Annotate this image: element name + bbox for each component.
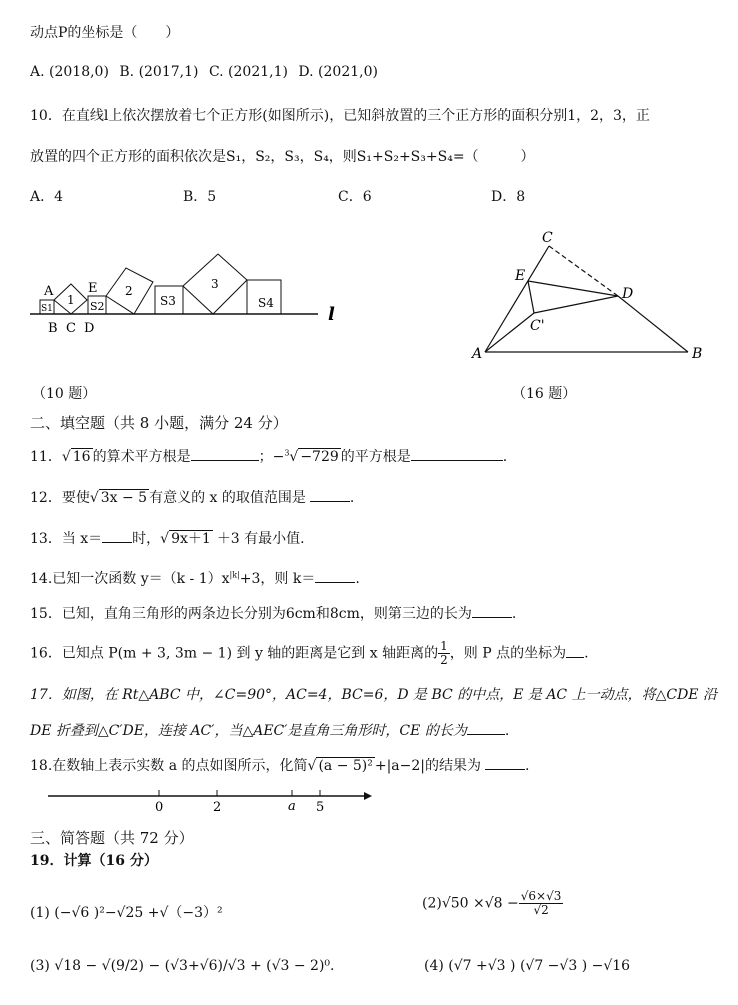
q9-tail: 动点P的坐标是（ ） [30,25,180,41]
q19-part1: (1) (−√6 )²−√25 +√（−3）² [30,905,223,921]
tick-a: a [288,799,296,814]
q9-option-d[interactable]: D. (2021,0) [298,64,378,80]
fig10-label-s3: S3 [160,294,176,308]
q19-part4: (4) (√7 +√3 ) (√7 −√3 ) −√16 [424,958,631,974]
fig10-label-e: E [88,281,98,296]
q10-option-b[interactable]: B．5 [183,189,217,205]
tick-0: 0 [155,800,164,815]
tick-5: 5 [316,800,325,815]
q11: 11．√ 16 的算术平方根是 ；−$^3$√ −729 的平方根是 . [30,446,507,466]
q10-option-c[interactable]: C．6 [338,189,372,205]
fig10-label-2: 2 [125,284,133,298]
fig10-label-b: B [48,321,58,336]
q10-line2: 放置的四个正方形的面积依次是S₁，S₂，S₃，S₄，则S₁+S₂+S₃+S₄=（ ） [30,149,535,165]
fig16-label-c: C [542,230,553,246]
q14: 14.已知一次函数 $y=(k - 1)x^{|k|}+3$，则 k＝ . [30,568,360,588]
q16: 16．已知点 P(m + 3, 3m − 1) 到 y 轴的距离是它到 x 轴距离的 $\frac{1}{2}$ ，则 P 点的坐标为 . [30,639,589,668]
fig10-label-s1: S1 [41,304,53,314]
fig10-caption: （10 题） [32,386,97,402]
q15: 15．已知，直角三角形的两条边长分别为6cm和8cm，则第三边的长为 . [30,603,516,623]
fig10-label-c: C [66,321,76,336]
fig16-caption: （16 题） [512,386,577,402]
q10-option-a[interactable]: A．4 [30,189,64,205]
q9-option-b[interactable]: B. (2017,1) [119,64,199,80]
fig10-label-1: 1 [67,293,75,307]
fig16-label-a: A [472,346,483,362]
fig10-label-s4: S4 [258,296,274,310]
q17-line1: 17．如图，在 Rt△ABC 中，∠C=90°，AC=4，BC=6，D 是 BC 的中点，E 是 AC 上一动点，将△CDE 沿 [30,687,717,703]
fig10-label-d: D [84,321,95,336]
figure-10 [28,240,358,340]
fig10-label-s2: S2 [90,300,105,313]
q9-options [30,64,378,80]
q12: 12．要使√ 3x − 5 有意义的 x 的取值范围是 . [30,487,354,507]
fig16-label-c-prime: C' [530,318,545,334]
fig10-label-3: 3 [211,277,219,291]
q9-option-a[interactable]: A. (2018,0) [30,64,109,80]
q19-part2: (2)√50 ×√8 − $\frac{√6\times√3}{√2}$ [422,889,562,918]
tick-2: 2 [213,800,222,815]
number-line [46,784,376,816]
section-2-heading: 二、填空题（共 8 小题，满分 24 分） [30,414,288,432]
q17-line2: DE 折叠到△C′DE，连接 AC′，当△AEC′是直角三角形时，CE 的长为 . [30,720,509,740]
fig16-label-b: B [692,346,703,362]
fig16-label-d: D [622,286,634,302]
section-3-heading: 三、简答题（共 72 分） [30,829,194,847]
q10-line1: 10．在直线l上依次摆放着七个正方形(如图所示)，已知斜放置的三个正方形的面积分别1，2，3，正 [30,108,650,124]
q18: 18.在数轴上表示实数 a 的点如图所示，化简√ (a − 5)² +|a−2|的结果为 . [30,755,529,775]
fig16-label-e: E [515,268,526,284]
q19-heading: 19．计算（16 分） [30,853,158,869]
q9-option-c[interactable]: C. (2021,1) [208,64,288,80]
q10-option-d[interactable]: D．8 [491,189,526,205]
fig10-label-l: l [328,304,335,325]
q19-part3: (3) √18 − √(9/2) − (√3+√6)/√3 + (√3 − 2)⁰. [30,958,335,974]
fig10-label-a: A [44,284,54,299]
figure-16 [470,228,710,368]
q13: 13．当 x＝ 时，√ 9x＋1 ＋3 有最小值. [30,528,305,548]
